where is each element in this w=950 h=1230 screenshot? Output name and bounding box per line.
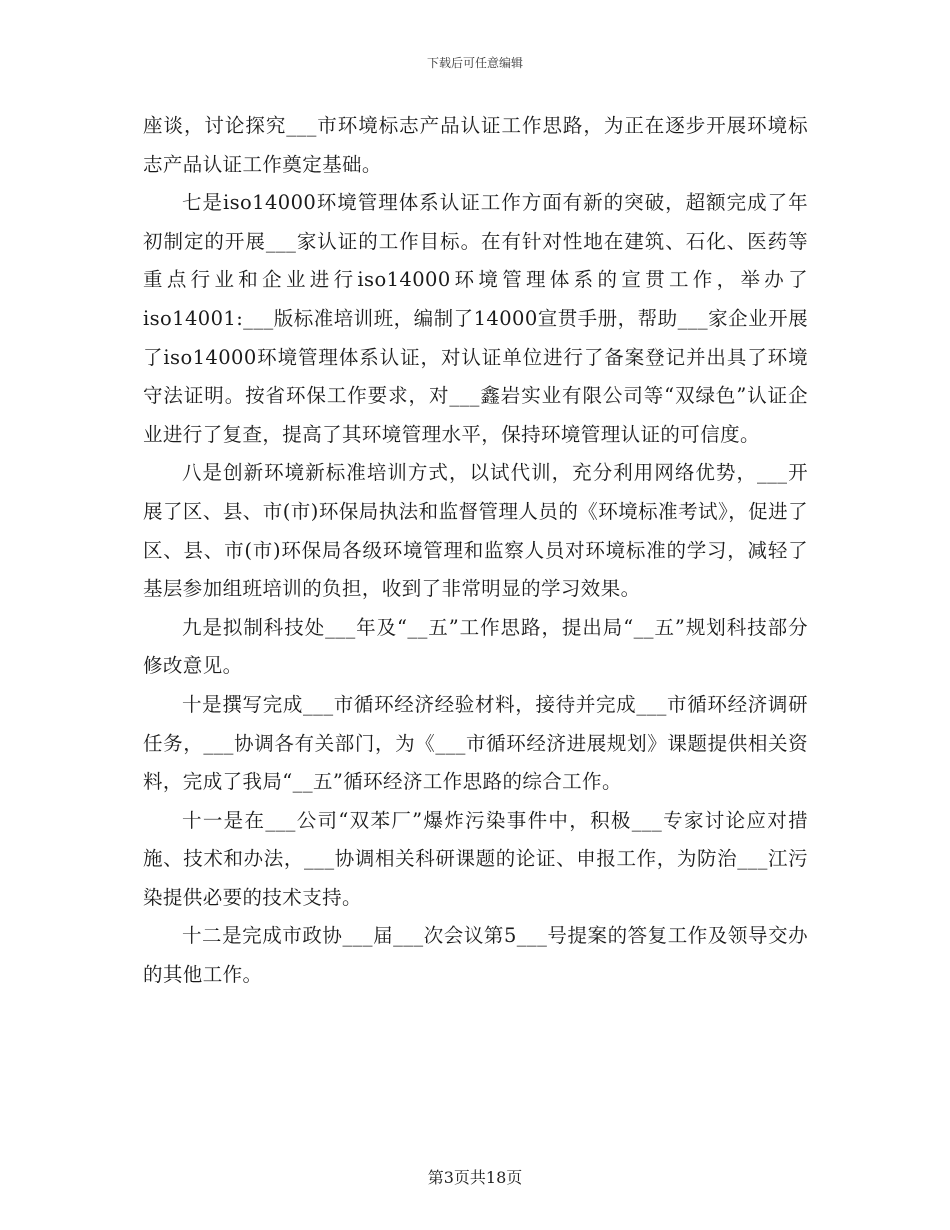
paragraph-continuation: 座谈，讨论探究___市环境标志产品认证工作思路，为正在逐步开展环境标志产品认证工作奠定基础。 — [143, 114, 808, 176]
paragraph-item-12: 十二是完成市政协___届___次会议第5___号提案的答复工作及领导交办的其他工作。 — [143, 924, 808, 987]
paragraph-item-10: 十是撰写完成___市循环经济经验材料，接待并完成___市循环经济调研任务，___协调各有关部门，为《___市循环经济进展规划》课题提供相关资料，完成了我局“__五”循环经济工作思路的综合工作。 — [143, 692, 808, 794]
page-number-footer: 第3页共18页 — [427, 1168, 523, 1187]
paragraph-item-9: 九是拟制科技处___年及“__五”工作思路，提出局“__五”规划科技部分修改意见。 — [143, 615, 808, 678]
page-header: 下载后可任意编辑 — [426, 56, 523, 70]
paragraph-item-11: 十一是在___公司“双苯厂”爆炸污染事件中，积极___专家讨论应对措施、技术和办法，___协调相关科研课题的论证、申报工作，为防治___江污染提供必要的技术支持。 — [143, 808, 808, 909]
document-body — [143, 107, 808, 995]
paragraph-item-8: 八是创新环境新标准培训方式，以试代训，充分利用网络优势，___开展了区、县、市(市)环保局执法和监督管理人员的《环境标准考试》，促进了区、县、市(市)环保局各级环境管理和监察人员对环境标准的学习，减轻了基层参加组班培训的负担，收到了非常明显的学习效果。 — [143, 461, 808, 601]
paragraph-item-7: 七是iso14000环境管理体系认证工作方面有新的突破，超额完成了年初制定的开展___家认证的工作目标。在有针对性地在建筑、石化、医药等重点行业和企业进行iso14000环境管理体系的宣贯工作，举办了iso14001:___版标准培训班，编制了14000宣贯手册，帮助___家企业开展了iso14000环境管理体系认证，对认证单位进行了备案登记并出具了环境守法证明。按省环保工作要求，对___鑫岩实业有限公司等“双绿色”认证企业进行了复查，提高了其环境管理水平，保持环境管理认证的可信度。 — [143, 191, 808, 446]
